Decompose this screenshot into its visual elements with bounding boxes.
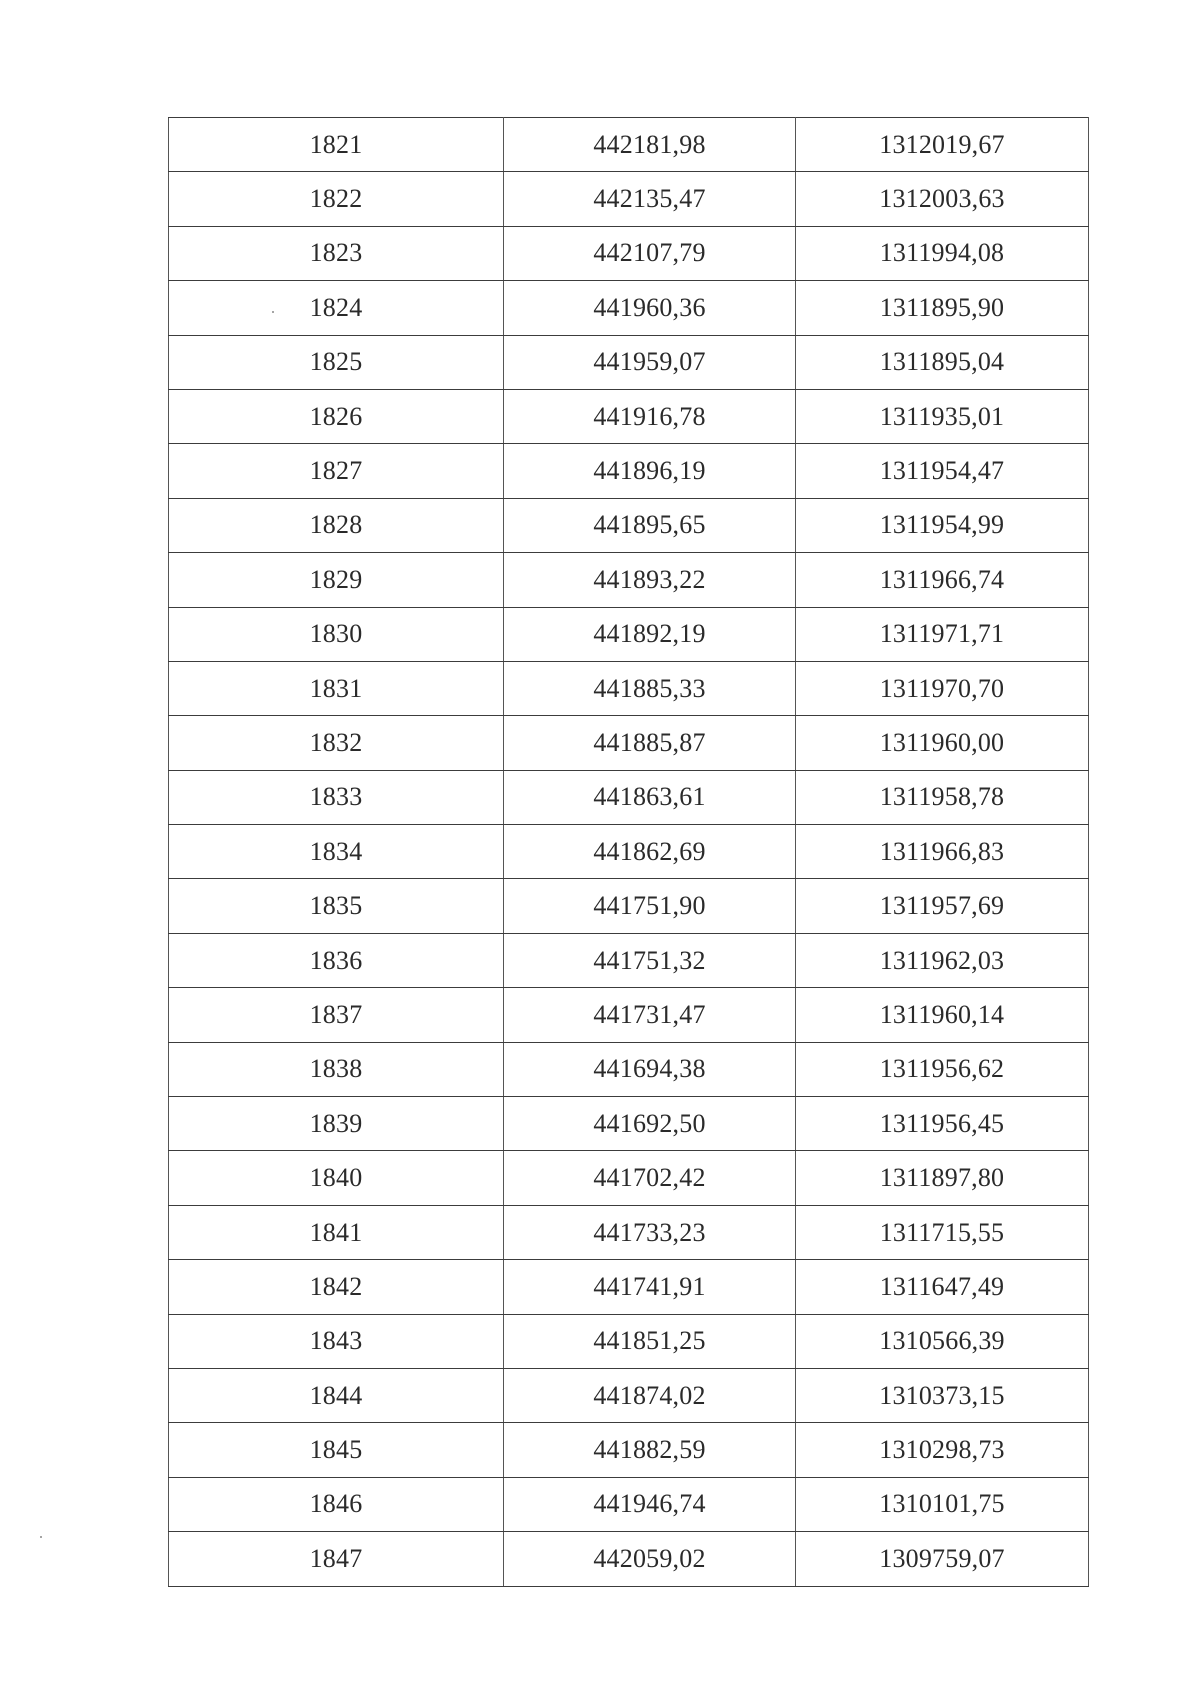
x-coordinate-cell: 441885,33 — [504, 661, 796, 715]
y-coordinate-cell: 1311954,47 — [796, 444, 1089, 498]
point-number-cell: 1831 — [169, 661, 504, 715]
y-coordinate-cell: 1311956,62 — [796, 1042, 1089, 1096]
x-coordinate-cell: 442107,79 — [504, 226, 796, 280]
y-coordinate-cell: 1311895,04 — [796, 335, 1089, 389]
y-coordinate-cell: 1310298,73 — [796, 1423, 1089, 1477]
x-coordinate-cell: 441751,32 — [504, 933, 796, 987]
coordinates-table-body — [169, 118, 1089, 1587]
table-row — [169, 335, 1089, 389]
x-coordinate-cell: 442181,98 — [504, 118, 796, 172]
table-row — [169, 988, 1089, 1042]
x-coordinate-cell: 441885,87 — [504, 716, 796, 770]
y-coordinate-cell: 1312003,63 — [796, 172, 1089, 226]
x-coordinate-cell: 441863,61 — [504, 770, 796, 824]
table-row — [169, 389, 1089, 443]
y-coordinate-cell: 1311966,74 — [796, 553, 1089, 607]
y-coordinate-cell: 1311954,99 — [796, 498, 1089, 552]
point-number-cell: 1847 — [169, 1532, 504, 1586]
x-coordinate-cell: 441702,42 — [504, 1151, 796, 1205]
x-coordinate-cell: 441959,07 — [504, 335, 796, 389]
y-coordinate-cell: 1311956,45 — [796, 1097, 1089, 1151]
y-coordinate-cell: 1310373,15 — [796, 1368, 1089, 1422]
x-coordinate-cell: 441960,36 — [504, 281, 796, 335]
x-coordinate-cell: 441733,23 — [504, 1205, 796, 1259]
x-coordinate-cell: 441741,91 — [504, 1260, 796, 1314]
x-coordinate-cell: 442135,47 — [504, 172, 796, 226]
x-coordinate-cell: 441731,47 — [504, 988, 796, 1042]
y-coordinate-cell: 1310566,39 — [796, 1314, 1089, 1368]
point-number-cell: 1843 — [169, 1314, 504, 1368]
point-number-cell: 1828 — [169, 498, 504, 552]
y-coordinate-cell: 1311715,55 — [796, 1205, 1089, 1259]
x-coordinate-cell: 441916,78 — [504, 389, 796, 443]
table-row — [169, 1477, 1089, 1531]
point-number-cell: 1834 — [169, 825, 504, 879]
x-coordinate-cell: 441892,19 — [504, 607, 796, 661]
point-number-cell: 1842 — [169, 1260, 504, 1314]
scan-speck — [272, 311, 274, 313]
table-row — [169, 118, 1089, 172]
y-coordinate-cell: 1311994,08 — [796, 226, 1089, 280]
table-row — [169, 1151, 1089, 1205]
point-number-cell: 1838 — [169, 1042, 504, 1096]
y-coordinate-cell: 1311960,00 — [796, 716, 1089, 770]
point-number-cell: 1836 — [169, 933, 504, 987]
table-row — [169, 1097, 1089, 1151]
scan-speck — [40, 1536, 42, 1538]
table-row — [169, 172, 1089, 226]
point-number-cell: 1825 — [169, 335, 504, 389]
table-row — [169, 825, 1089, 879]
table-row — [169, 661, 1089, 715]
x-coordinate-cell: 441882,59 — [504, 1423, 796, 1477]
point-number-cell: 1837 — [169, 988, 504, 1042]
point-number-cell: 1845 — [169, 1423, 504, 1477]
y-coordinate-cell: 1311647,49 — [796, 1260, 1089, 1314]
x-coordinate-cell: 441851,25 — [504, 1314, 796, 1368]
point-number-cell: 1824 — [169, 281, 504, 335]
table-row — [169, 933, 1089, 987]
y-coordinate-cell: 1312019,67 — [796, 118, 1089, 172]
point-number-cell: 1830 — [169, 607, 504, 661]
x-coordinate-cell: 441694,38 — [504, 1042, 796, 1096]
point-number-cell: 1841 — [169, 1205, 504, 1259]
point-number-cell: 1829 — [169, 553, 504, 607]
table-row — [169, 1368, 1089, 1422]
point-number-cell: 1839 — [169, 1097, 504, 1151]
table-row — [169, 498, 1089, 552]
point-number-cell: 1835 — [169, 879, 504, 933]
table-row — [169, 770, 1089, 824]
x-coordinate-cell: 441896,19 — [504, 444, 796, 498]
table-row — [169, 553, 1089, 607]
y-coordinate-cell: 1311962,03 — [796, 933, 1089, 987]
point-number-cell: 1826 — [169, 389, 504, 443]
y-coordinate-cell: 1311957,69 — [796, 879, 1089, 933]
point-number-cell: 1821 — [169, 118, 504, 172]
x-coordinate-cell: 441862,69 — [504, 825, 796, 879]
table-row — [169, 1532, 1089, 1586]
x-coordinate-cell: 442059,02 — [504, 1532, 796, 1586]
table-row — [169, 1042, 1089, 1096]
y-coordinate-cell: 1311935,01 — [796, 389, 1089, 443]
table-row — [169, 716, 1089, 770]
y-coordinate-cell: 1311971,71 — [796, 607, 1089, 661]
point-number-cell: 1827 — [169, 444, 504, 498]
table-row — [169, 226, 1089, 280]
point-number-cell: 1823 — [169, 226, 504, 280]
y-coordinate-cell: 1311966,83 — [796, 825, 1089, 879]
x-coordinate-cell: 441895,65 — [504, 498, 796, 552]
point-number-cell: 1833 — [169, 770, 504, 824]
y-coordinate-cell: 1309759,07 — [796, 1532, 1089, 1586]
y-coordinate-cell: 1310101,75 — [796, 1477, 1089, 1531]
table-row — [169, 1423, 1089, 1477]
table-row — [169, 607, 1089, 661]
x-coordinate-cell: 441893,22 — [504, 553, 796, 607]
x-coordinate-cell: 441946,74 — [504, 1477, 796, 1531]
coordinates-table — [168, 117, 1089, 1587]
x-coordinate-cell: 441751,90 — [504, 879, 796, 933]
table-row — [169, 444, 1089, 498]
table-row — [169, 281, 1089, 335]
point-number-cell: 1846 — [169, 1477, 504, 1531]
table-row — [169, 1314, 1089, 1368]
x-coordinate-cell: 441692,50 — [504, 1097, 796, 1151]
y-coordinate-cell: 1311960,14 — [796, 988, 1089, 1042]
y-coordinate-cell: 1311970,70 — [796, 661, 1089, 715]
x-coordinate-cell: 441874,02 — [504, 1368, 796, 1422]
y-coordinate-cell: 1311897,80 — [796, 1151, 1089, 1205]
point-number-cell: 1822 — [169, 172, 504, 226]
y-coordinate-cell: 1311895,90 — [796, 281, 1089, 335]
y-coordinate-cell: 1311958,78 — [796, 770, 1089, 824]
point-number-cell: 1832 — [169, 716, 504, 770]
table-row — [169, 879, 1089, 933]
point-number-cell: 1840 — [169, 1151, 504, 1205]
point-number-cell: 1844 — [169, 1368, 504, 1422]
table-row — [169, 1260, 1089, 1314]
table-row — [169, 1205, 1089, 1259]
